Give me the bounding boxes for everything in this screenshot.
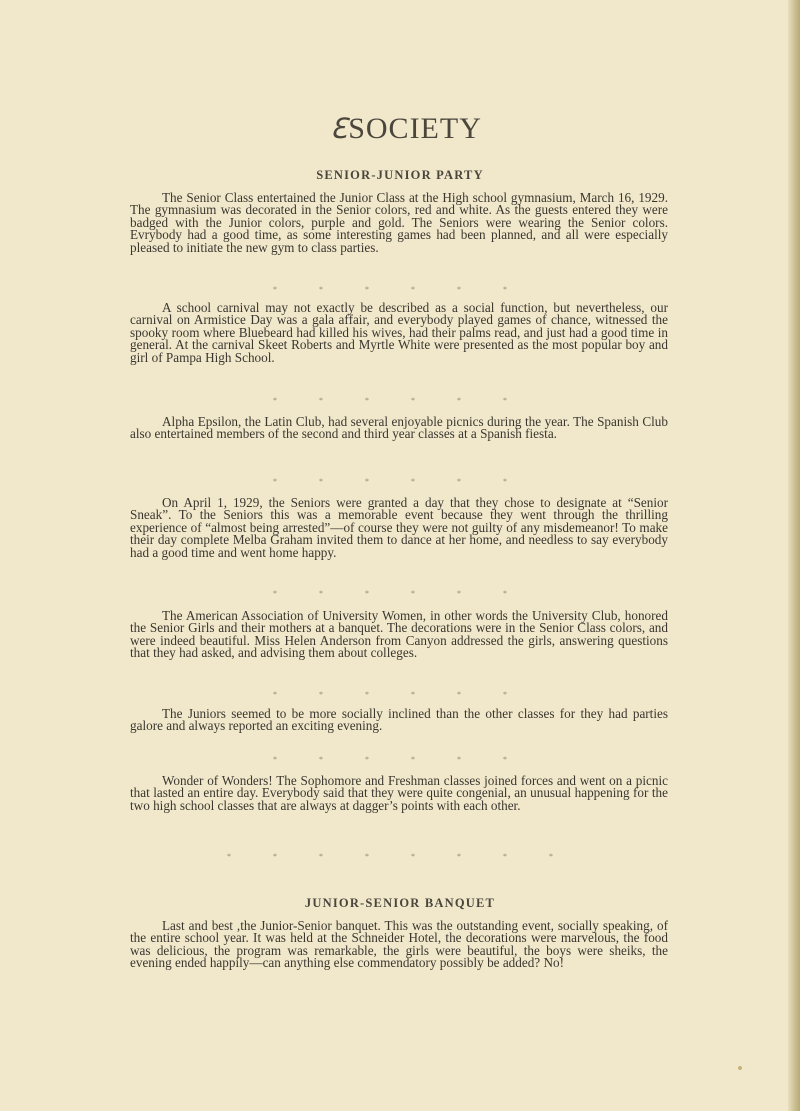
separator-stars: * * * * * * bbox=[273, 477, 527, 486]
paragraph-juniors: The Juniors seemed to be more socially inclined than the other classes for they had parties galore and always reported an exciting evening. bbox=[130, 706, 668, 734]
page-title-text: SOCIETY bbox=[348, 112, 482, 145]
page-title bbox=[330, 112, 530, 146]
separator-stars: * * * * * * bbox=[273, 589, 527, 598]
section-heading-junior-senior-banquet: JUNIOR-SENIOR BANQUET bbox=[304, 896, 496, 910]
separator-stars: * * * * * * bbox=[273, 285, 527, 294]
decorative-dot bbox=[738, 1066, 742, 1070]
separator-stars: * * * * * * bbox=[273, 690, 527, 699]
separator-stars: * * * * * * * * bbox=[227, 852, 573, 861]
paragraph-university-club: The American Association of University Women, in other words the University Club, honored the Senior Girls and their mothers at a banquet. The decorations were in the Senior Class colors, and were indeed beautiful. Miss Helen Anderson from Canyon addressed the girls, answering questions that they had asked, and advising them about colleges. bbox=[130, 608, 668, 661]
paragraph-picnic: Wonder of Wonders! The Sophomore and Freshman classes joined forces and went on a picnic that lasted an entire day. Everybody said that they were quite congenial, an unusual happening for the two high school classes that are always at dagger’s points with each other. bbox=[130, 773, 668, 813]
paragraph-banquet: Last and best ,the Junior-Senior banquet. This was the outstanding event, socially speaking, of the entire school year. It was held at the Schneider Hotel, the decorations were marvelous, the food was delicious, the program was remarkable, the girls were beautiful, the boys were sheiks, the evening ended happily—can anything else commendatory possibly be added? No! bbox=[130, 918, 668, 971]
page-edge bbox=[788, 0, 800, 1111]
title-flourish: ℇ bbox=[330, 114, 349, 145]
paragraph-carnival: A school carnival may not exactly be described as a social function, but nevertheless, our carnival on Armistice Day was a gala affair, and everybody played games of chance, witnessed the spooky room where Bluebeard had killed his wives, had their palms read, and just had a good time in general. At the carnival Skeet Roberts and Myrtle White were presented as the most popular boy and girl of Pampa High School. bbox=[130, 300, 668, 365]
section-heading-senior-junior-party: SENIOR-JUNIOR PARTY bbox=[316, 168, 484, 182]
paragraph-senior-junior-party: The Senior Class entertained the Junior Class at the High school gymnasium, March 16, 1929. The gymnasium was decorated in the Senior colors, red and white. As the guests entered they were badged with the Junior colors, purple and gold. The Seniors were wearing the Senior colors. Evrybody had a good time, as some interesting games had been planned, and all were especially pleased to initiate the new gym to class parties. bbox=[130, 190, 668, 255]
separator-stars: * * * * * * bbox=[273, 755, 527, 764]
separator-stars: * * * * * * bbox=[273, 396, 527, 405]
paragraph-senior-sneak: On April 1, 1929, the Seniors were granted a day that they chose to designate at “Senior Sneak”. To the Seniors this was a memorable event because they went through the thrilling experience of “almost being arrested”—of course they were not guilty of any misdemeanor! To make their day complete Melba Graham invited them to dance at her home, and needless to say everybody had a good time and went home happy. bbox=[130, 495, 668, 560]
paragraph-language-clubs: Alpha Epsilon, the Latin Club, had several enjoyable picnics during the year. The Spanish Club also entertained members of the second and third year classes at a Spanish fiesta. bbox=[130, 414, 668, 442]
